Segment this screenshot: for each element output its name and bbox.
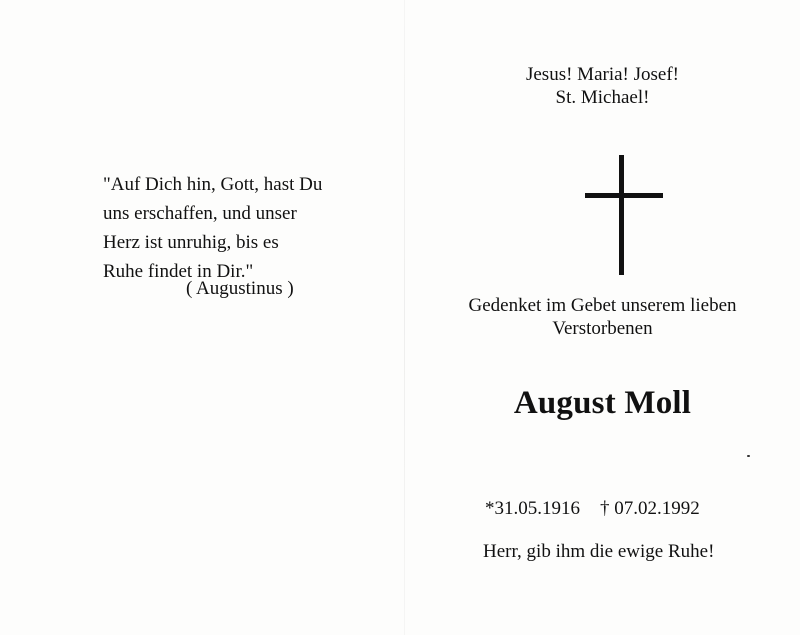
- deceased-name: August Moll: [513, 385, 692, 421]
- quote-line-4: Ruhe findet in Dir.": [103, 261, 254, 282]
- quote-line-2: uns erschaffen, und unser: [103, 203, 297, 224]
- quote-line-1: "Auf Dich hin, Gott, hast Du: [103, 174, 323, 195]
- cross-vertical-beam: [619, 155, 624, 275]
- death-date: † 07.02.1992: [600, 498, 700, 519]
- memorial-line-1: Gedenket im Gebet unserem lieben: [468, 295, 737, 316]
- invocation-line-1: Jesus! Maria! Josef!: [525, 64, 679, 85]
- latin-cross-icon: [585, 155, 665, 275]
- invocation: [405, 63, 800, 109]
- quote-line-3: Herz ist unruhig, bis es: [103, 232, 279, 253]
- memorial-text: [405, 294, 800, 340]
- quote-attribution: ( Augustinus ): [186, 278, 294, 299]
- closing-prayer: Herr, gib ihm die ewige Ruhe!: [483, 541, 715, 562]
- birth-date: *31.05.1916: [485, 498, 580, 519]
- print-speck: [747, 455, 750, 457]
- invocation-line-2: St. Michael!: [555, 87, 650, 108]
- life-dates: [485, 497, 700, 521]
- quote-block: [103, 170, 383, 286]
- memorial-line-2: Verstorbenen: [552, 318, 653, 339]
- right-panel: [405, 0, 800, 635]
- cross-horizontal-beam: [585, 193, 663, 198]
